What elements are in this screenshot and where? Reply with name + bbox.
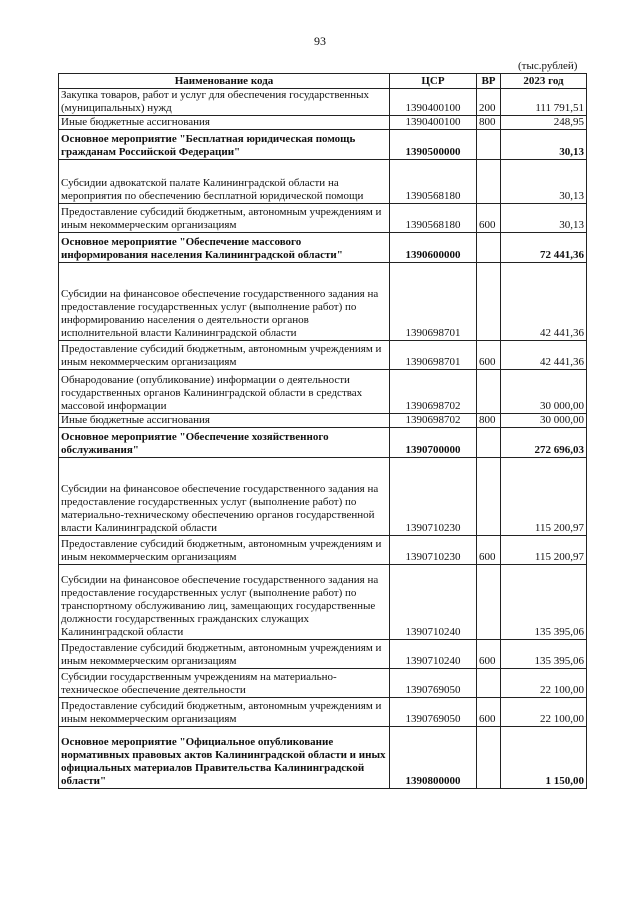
cell-csr: 1390698701 (390, 263, 477, 341)
cell-name: Предоставление субсидий бюджетным, автономным учреждениям и иным некоммерческим организациям (59, 698, 390, 727)
cell-vr (477, 458, 501, 536)
table-row (59, 341, 587, 370)
cell-name: Предоставление субсидий бюджетным, автономным учреждениям и иным некоммерческим организациям (59, 536, 390, 565)
cell-amount: 30,13 (501, 130, 587, 160)
cell-amount: 42 441,36 (501, 341, 587, 370)
cell-name: Субсидии на финансовое обеспечение государственного задания на предоставление государственных услуг (выполнение работ) по материально-техническому обеспечению органов государственной власти Калининградской области (59, 458, 390, 536)
cell-vr: 800 (477, 414, 501, 428)
table-row (59, 204, 587, 233)
table-row (59, 698, 587, 727)
cell-name: Субсидии адвокатской палате Калининградской области на мероприятия по обеспечению бесплатной юридической помощи (59, 160, 390, 204)
cell-vr: 200 (477, 89, 501, 116)
table-row (59, 116, 587, 130)
cell-name: Закупка товаров, работ и услуг для обеспечения государственных (муниципальных) нужд (59, 89, 390, 116)
header-name: Наименование кода (59, 74, 390, 89)
cell-csr: 1390769050 (390, 698, 477, 727)
cell-vr: 600 (477, 536, 501, 565)
units-label: (тыс.рублей) (518, 60, 578, 72)
cell-amount: 115 200,97 (501, 458, 587, 536)
cell-name: Основное мероприятие "Обеспечение хозяйственного обслуживания" (59, 428, 390, 458)
cell-vr: 600 (477, 640, 501, 669)
cell-amount: 135 395,06 (501, 565, 587, 640)
cell-name: Обнародование (опубликование) информации о деятельности государственных органов Калининградской области в средствах массовой информации (59, 370, 390, 414)
cell-name: Субсидии государственным учреждениям на материально-техническое обеспечение деятельности (59, 669, 390, 698)
cell-name: Основное мероприятие "Обеспечение массового информирования населения Калининградской области" (59, 233, 390, 263)
cell-name: Предоставление субсидий бюджетным, автономным учреждениям и иным некоммерческим организациям (59, 341, 390, 370)
cell-amount: 30 000,00 (501, 370, 587, 414)
cell-vr (477, 370, 501, 414)
cell-csr: 1390698702 (390, 370, 477, 414)
cell-amount: 135 395,06 (501, 640, 587, 669)
cell-amount: 111 791,51 (501, 89, 587, 116)
cell-vr (477, 669, 501, 698)
cell-vr: 600 (477, 341, 501, 370)
table-row (59, 233, 587, 263)
table-row (59, 160, 587, 204)
cell-csr: 1390500000 (390, 130, 477, 160)
cell-name: Основное мероприятие "Бесплатная юридическая помощь гражданам Российской Федерации" (59, 130, 390, 160)
table-row (59, 565, 587, 640)
table-body (59, 89, 587, 789)
cell-csr: 1390600000 (390, 233, 477, 263)
table-row (59, 370, 587, 414)
cell-amount: 72 441,36 (501, 233, 587, 263)
table-row (59, 727, 587, 789)
cell-csr: 1390400100 (390, 89, 477, 116)
cell-vr (477, 160, 501, 204)
cell-csr: 1390700000 (390, 428, 477, 458)
cell-amount: 22 100,00 (501, 698, 587, 727)
cell-name: Субсидии на финансовое обеспечение государственного задания на предоставление государственных услуг (выполнение работ) по информированию населения о деятельности органов исполнительной власти Калининградской области (59, 263, 390, 341)
cell-csr: 1390800000 (390, 727, 477, 789)
cell-csr: 1390698702 (390, 414, 477, 428)
cell-vr: 600 (477, 698, 501, 727)
cell-csr: 1390769050 (390, 669, 477, 698)
cell-amount: 272 696,03 (501, 428, 587, 458)
cell-vr (477, 233, 501, 263)
cell-name: Предоставление субсидий бюджетным, автономным учреждениям и иным некоммерческим организациям (59, 640, 390, 669)
table-header-row (59, 74, 587, 89)
table-row (59, 458, 587, 536)
cell-vr (477, 565, 501, 640)
cell-csr: 1390698701 (390, 341, 477, 370)
cell-name: Предоставление субсидий бюджетным, автономным учреждениям и иным некоммерческим организациям (59, 204, 390, 233)
cell-vr: 800 (477, 116, 501, 130)
cell-csr: 1390400100 (390, 116, 477, 130)
cell-name: Основное мероприятие "Официальное опубликование нормативных правовых актов Калининградской области и иных официальных материалов Правительства Калининградской области" (59, 727, 390, 789)
header-year: 2023 год (501, 74, 587, 89)
cell-vr (477, 263, 501, 341)
cell-amount: 30,13 (501, 160, 587, 204)
cell-amount: 30,13 (501, 204, 587, 233)
cell-csr: 1390568180 (390, 160, 477, 204)
cell-csr: 1390710230 (390, 458, 477, 536)
cell-name: Иные бюджетные ассигнования (59, 116, 390, 130)
table-row (59, 263, 587, 341)
cell-csr: 1390710240 (390, 640, 477, 669)
cell-amount: 1 150,00 (501, 727, 587, 789)
table-row (59, 669, 587, 698)
cell-amount: 248,95 (501, 116, 587, 130)
table-row (59, 640, 587, 669)
table-row (59, 428, 587, 458)
cell-csr: 1390710230 (390, 536, 477, 565)
cell-amount: 115 200,97 (501, 536, 587, 565)
header-csr: ЦСР (390, 74, 477, 89)
cell-vr (477, 727, 501, 789)
cell-vr: 600 (477, 204, 501, 233)
cell-amount: 42 441,36 (501, 263, 587, 341)
cell-csr: 1390568180 (390, 204, 477, 233)
cell-name: Иные бюджетные ассигнования (59, 414, 390, 428)
page-number: 93 (314, 34, 326, 48)
table-row (59, 89, 587, 116)
cell-amount: 30 000,00 (501, 414, 587, 428)
table-row (59, 414, 587, 428)
cell-name: Субсидии на финансовое обеспечение государственного задания на предоставление государственных услуг (выполнение работ) по транспортному обслуживанию лиц, замещающих государственные должности государственных гражданских служащих Калининградской области (59, 565, 390, 640)
cell-amount: 22 100,00 (501, 669, 587, 698)
cell-vr (477, 428, 501, 458)
table-row (59, 130, 587, 160)
budget-table (58, 73, 587, 789)
header-vr: ВР (477, 74, 501, 89)
table-row (59, 536, 587, 565)
cell-csr: 1390710240 (390, 565, 477, 640)
cell-vr (477, 130, 501, 160)
